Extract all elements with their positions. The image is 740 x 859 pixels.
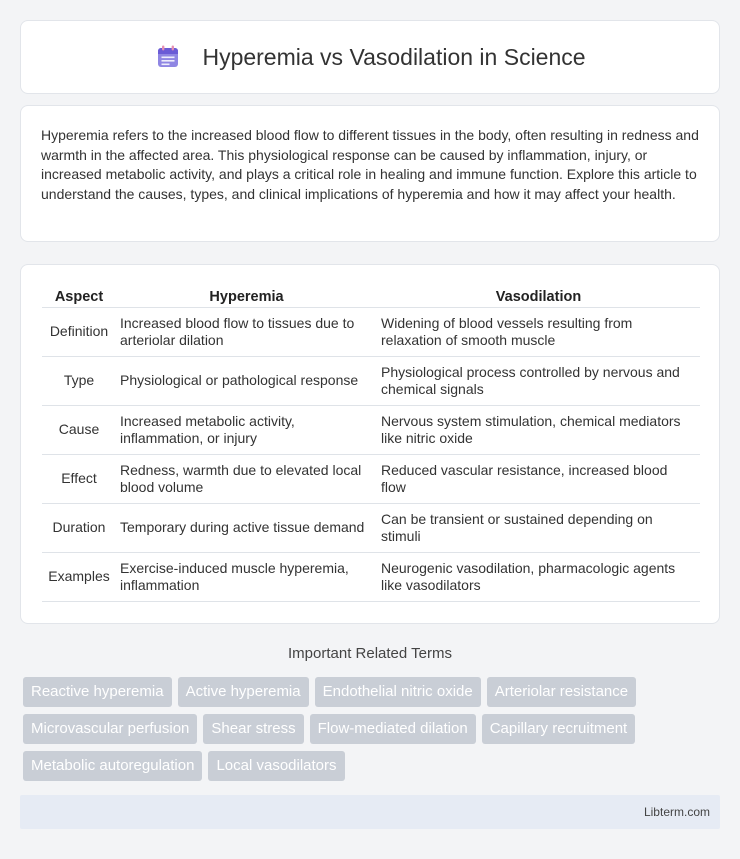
row-hyperemia: Temporary during active tissue demand [116,504,377,553]
header-hyperemia: Hyperemia [116,285,377,308]
row-vasodilation: Widening of blood vessels resulting from relaxation of smooth muscle [377,308,700,357]
intro-card [20,105,720,242]
related-term-tag[interactable]: Microvascular perfusion [23,714,197,744]
row-aspect: Duration [42,504,116,553]
row-vasodilation: Reduced vascular resistance, increased blood flow [377,455,700,504]
table-row [42,357,700,406]
row-hyperemia: Increased metabolic activity, inflammation, or injury [116,406,377,455]
row-aspect: Examples [42,553,116,602]
related-term-tag[interactable]: Metabolic autoregulation [23,751,202,781]
row-vasodilation: Neurogenic vasodilation, pharmacologic agents like vasodilators [377,553,700,602]
calendar-icon [154,43,182,71]
table-row [42,308,700,357]
related-terms-title: Important Related Terms [288,645,452,662]
footer [20,795,720,829]
intro-text: Hyperemia refers to the increased blood flow to different tissues in the body, often resulting in redness and warmth in the affected area. This physiological response can be caused by inflammation, injury, or increased metabolic activity, and plays a critical role in healing and immune function. Explore this article to understand the causes, types, and clinical implications of hyperemia and how it may affect your health. [41,127,699,202]
related-term-tag[interactable]: Flow-mediated dilation [310,714,476,744]
related-term-tag[interactable]: Active hyperemia [178,677,309,707]
table-row [42,406,700,455]
row-aspect: Effect [42,455,116,504]
header-aspect: Aspect [42,285,116,308]
comparison-table [42,285,700,602]
row-hyperemia: Redness, warmth due to elevated local blood volume [116,455,377,504]
related-term-tag[interactable]: Shear stress [203,714,303,744]
table-row [42,504,700,553]
table-row [42,553,700,602]
footer-site-link[interactable]: Libterm.com [643,805,710,819]
related-term-tag[interactable]: Reactive hyperemia [23,677,172,707]
row-aspect: Cause [42,406,116,455]
related-terms-list [23,677,723,781]
row-hyperemia: Increased blood flow to tissues due to arteriolar dilation [116,308,377,357]
header-card [20,20,720,94]
table-row [42,455,700,504]
row-aspect: Type [42,357,116,406]
header-vasodilation: Vasodilation [377,285,700,308]
page-title: Hyperemia vs Vasodilation in Science [202,43,586,70]
row-vasodilation: Can be transient or sustained depending on stimuli [377,504,700,553]
related-term-tag[interactable]: Endothelial nitric oxide [315,677,481,707]
row-hyperemia: Physiological or pathological response [116,357,377,406]
related-term-tag[interactable]: Capillary recruitment [482,714,636,744]
related-term-tag[interactable]: Local vasodilators [208,751,344,781]
row-hyperemia: Exercise-induced muscle hyperemia, inflammation [116,553,377,602]
comparison-card [20,264,720,624]
row-vasodilation: Physiological process controlled by nervous and chemical signals [377,357,700,406]
row-aspect: Definition [42,308,116,357]
related-term-tag[interactable]: Arteriolar resistance [487,677,636,707]
table-header-row [42,285,700,308]
row-vasodilation: Nervous system stimulation, chemical mediators like nitric oxide [377,406,700,455]
